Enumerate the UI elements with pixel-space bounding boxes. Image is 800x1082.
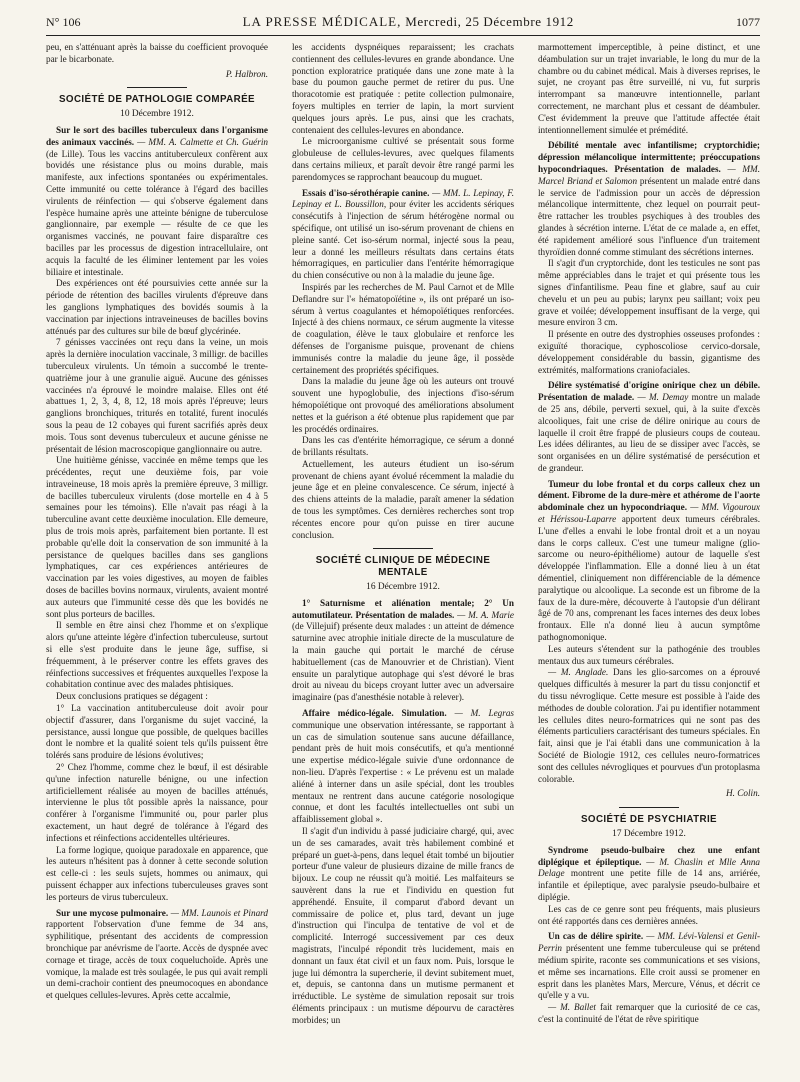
article	[538, 479, 760, 644]
article-authors: — M. Ballet	[548, 1002, 596, 1013]
article-authors: — M. Demay	[637, 392, 689, 403]
paragraph: 2° Chez l'homme, comme chez le bœuf, il est désirable qu'une infection naturelle bénigne, ou une infection artificiellement réalisée au moyen de bacilles atténués, intervienne le plus tôt possible après la naissance, pour conférer à l'organisme l'immunité ou, pour parler plus exactement, un haut degré de tolérance à l'égard des infections et réinfections accidentelles ultérieures.	[46, 762, 268, 843]
article-authors: — M. A. Marie	[457, 609, 514, 620]
section-title: SOCIÉTÉ DE PATHOLOGIE COMPARÉE	[59, 94, 255, 106]
article-authors: — MM. Marcel Briand et Salomon	[538, 163, 760, 186]
article-text: (de Villejuif) présente deux malades : un atteint de démence saturnine avec atrophie initiale directe de la musculature de la main gauche qui portait le marché de céruse habituellement (cas de Manouvrier et de Christian). Vient ensuite un paralytique autophage qui s'est dévoré le bras droit au niveau du biceps croyant lutter avec un adversaire imaginaire (pas d'anesthésie notable à relever).	[292, 621, 514, 703]
article	[292, 708, 514, 826]
article	[292, 188, 514, 282]
paragraph: marmottement imperceptible, à peine distinct, et une déambulation sur un trajet invariable, le long du mur de la chambre ou du cabinet médical. Mais à diverses reprises, le sujet, ne croyant pas être surveillé, ni vu, fut surpris interrompant sa manœuvre intentionnelle, parlant correctement, ne marchant plus et cessant de déambuler. C'est évidemment la preuve que l'attitude affectée était intentionnellement simulée et prémédité.	[538, 42, 760, 135]
article-authors: — M. Chaslin et Mlle Anna Delage	[538, 856, 760, 879]
paragraph: Deux conclusions pratiques se dégagent :	[56, 691, 208, 702]
paragraph: 7 génisses vaccinées ont reçu dans la veine, un mois après la dernière inoculation vaccinale, 3 milligr. de bacilles tuberculeux virulents. Un témoin a succombé le trente-quatrième jour à une granulie aiguë. Aucune des génisses vaccinées n'a éprouvé le moindre malaise. Elles ont été abattues 1, 2, 3, 4, 8, 12, 18 mois après l'épreuve; leurs ganglions bronchiques, triturés en totalité, furent inoculés sous la peau de 12 cobayes qui furent sacrifiés après deux mois. Tous sont devenus tuberculeux et aucune génisse ne présentait de lésion macroscopique ganglionnaire ou autre.	[46, 337, 268, 454]
article-authors: — M. Anglade.	[548, 667, 609, 678]
article-text: rapportent l'observation d'une femme de 34 ans, syphilitique, présentant des accidents de compression bronchique par anévrisme de l'aorte. Accès de dyspnée avec cornage et tirage, accès de toux coqueluchoïde. Après une vomique, la malade est très soulagée, le pus qui avait rempli un demi-crachoir contient des pneumocoques en abondance et quelques cellules-levures. Après cette accalmie,	[46, 919, 268, 1001]
paragraph: Dans les cas d'entérite hémorragique, ce sérum a donné de brillants résultats.	[292, 435, 514, 458]
paragraph: La forme logique, quoique paradoxale en apparence, que les auteurs n'hésitent pas à donner à cette seconde solution est celle-ci : les seuls sujets, hommes ou animaux, qui puissent échapper aux infections tuberculeuses graves sont les porteurs de virus tuberculeux.	[46, 844, 268, 902]
article-title: Un cas de délire spirite.	[548, 931, 644, 942]
article-text: montrent une petite fille de 14 ans, arriérée, infantile et épileptique, avec paralysie pseudo-bulbaire et diplégie.	[538, 868, 760, 902]
section-title: SOCIÉTÉ DE PSYCHIATRIE	[581, 814, 717, 826]
paragraph: Actuellement, les auteurs étudient un iso-sérum provenant de chiens ayant évolué récemment la maladie du jeune âge et en pleine convalescence. Ce sérum, injecté à des chiens atteints de la maladie, paraît amener la sédation de tous les symptômes. Ces dernières recherches sont trop récentes encore pour qu'on puisse en tirer aucune conclusion.	[292, 458, 514, 540]
issue-date: Mercredi, 25 Décembre 1912	[405, 14, 574, 29]
article-title: Sur une mycose pulmonaire.	[56, 907, 169, 918]
article-text: (de Lille). Tous les vaccins antituberculeux confèrent aux bovidés une résistance plus ou moins durable, mais manifeste, aux infections spontanées ou expérimentales. Cette immunité ou cette tolérance à l'égard des bacilles virulents de réinfection — qui s'observe également dans l'espèce humaine après une atteinte bénigne de tuberculose ganglionnaire, par exemple — résulte de ce que les organismes vaccinés, ne pouvant faire disparaître ces bacilles par les processus de digestion intracellulaire, ont acquis la faculté de les éliminer lentement par les voies biliaire et intestinale.	[46, 148, 268, 277]
paragraph: Il s'agit d'un individu à passé judiciaire chargé, qui, avec un de ses camarades, avait très habilement combiné et préparé un guet-à-pens, dans lequel était tombé un bijoutier porteur d'une valeur de plusieurs dizaine de mille francs de bijoux. Le coup ne réussit qu'à moitié. Les malfaiteurs se sauvèrent dans la rue et l'individu en question fut appréhendé. Ensuite, il comparut d'abord devant un commissaire de police et, plus tard, devant un juge d'instruction qui l'inculpa de tentative de vol et de complicité. Interrogé successivement par ces deux magistrats, l'inculpé répondit très lucidement, mais en donnant un faux état civil et un faux nom. Puis, lorsque le juge lui démontra la supercherie, il devint subitement muet, et, depuis, se cantonna dans un mutisme permanent et irréductible. Le système de simulation reposait sur trois éléments principaux : un mutisme dépourvu de caractères morbides; un	[292, 826, 514, 1025]
article-title: Débilité mentale avec infantilisme; cryptorchidie; dépression mélancolique intermittente; préoccupations hypocondriaques. Présentation de malades.	[538, 140, 760, 174]
signature: H. Colin.	[726, 788, 760, 799]
section-date: 17 Décembre 1912.	[612, 829, 686, 839]
column-2	[292, 42, 514, 1082]
article-authors: — MM. L. Lepinay, F. Lepinay et L. Boussillon,	[292, 187, 514, 210]
paragraph: Des expériences ont été poursuivies cette année sur la période de rétention des bacilles virulents d'épreuve dans les ganglions lymphatiques des bovidés soumis à la vaccination par injections intraveineuses de bacilles bovins atténués par des cultures sur bile de bœuf glycérinée.	[46, 278, 268, 336]
article-title: Essais d'iso-sérothérapie canine.	[302, 187, 430, 198]
column-1	[46, 42, 268, 1082]
article-authors: — M. Legras	[454, 708, 514, 719]
article-text: fait remarquer que la curiosité de ce cas, c'est la continuité de l'état de rêve spiritique	[538, 1002, 760, 1024]
divider	[619, 807, 679, 808]
signature: P. Halbron.	[225, 68, 268, 79]
article-authors: — MM. A. Calmette et Ch. Guérin	[137, 136, 268, 147]
article	[538, 1002, 760, 1026]
article	[538, 667, 760, 785]
paragraph: 1° La vaccination antituberculeuse doit avoir pour objectif d'assurer, dans l'organisme du sujet vacciné, la persistance, aussi longue que possible, de quelques bacilles dont le nombre et la qualité soient tels qu'ils puissent être tolérés sans produire de lésions évolutives;	[46, 703, 268, 761]
paragraph: Le microorganisme cultivé se présentait sous forme globuleuse de cellules-levures, avec quelques filaments dans certains milieux, et paraît devoir être rangé parmi les parendomyces se rapprochant beaucoup du muguet.	[292, 136, 514, 182]
paragraph: Il s'agit d'un cryptorchide, dont les testicules ne sont pas même appréciables dans le trajet et qui présente tous les signes d'infantilisme. Peau fine et glabre, sauf au cuir chevelu et un peu au pubis; larynx peu saillant; voix peu grave et voilée; développement insuffisant de la verge, qui mesure environ 3 cm.	[538, 258, 760, 328]
article	[538, 845, 760, 904]
article-title: 1° Saturnisme et aliénation mentale; 2° Un automutilateur. Présentation de malades.	[292, 597, 514, 620]
article-title: Tumeur du lobe frontal et du corps calleux chez un dément. Fibrome de la dure-mère et athérome de l'aorte abdominale chez un hypocondriaque.	[538, 478, 760, 513]
article	[538, 140, 760, 258]
paragraph: peu, en s'atténuant après la baisse du coefficient provoquée par le bicarbonate.	[46, 42, 268, 64]
divider	[127, 87, 187, 88]
paragraph: Il présente en outre des dystrophies osseuses profondes : exiguïté thoracique, cyphoscoliose cervico-dorsale, développement considérable du bassin, gigantisme des extrémités, malformations craniofaciales.	[538, 329, 760, 375]
paragraph: Inspirés par les recherches de M. Paul Carnot et de Mlle Deflandre sur l'« hématopoïétine », ils ont préparé un iso-sérum à vertus coagulantes et hémopoïétiques renforcées. Injecté à des chiens normaux, ce sérum augmente la vitesse de coagulation, élève le taux globulaire et renforce les défenses de l'organisme puisque, provenant de chiens immunisés contre la maladie du jeune âge, il possède certainement des propriétés spécifiques.	[292, 281, 514, 375]
paragraph: Les cas de ce genre sont peu fréquents, mais plusieurs ont été rapportés dans ces dernières années.	[538, 903, 760, 926]
paragraph: Une huitième génisse, vaccinée en même temps que les précédentes, reçut une deuxième fois, par voie intraveineuse, 18 mois après la première épreuve, 3 milligr. de bacilles tuberculeux virulents (dose mortelle en 4 à 5 semaines pour les témoins). Elle n'avait pas réagi à la tuberculine avant cette deuxième inoculation. Elle demeure, plus de trois mois après, parfaitement bien portante. Il est probable qu'elle doit la conservation de son immunité à la persistance de quelques bacilles dans ses ganglions lymphatiques, car ces expériences antérieures de vaccination par les voies digestives, au moyen de faibles doses de bacilles bovins normaux, virulents, avaient montré aux auteurs que l'immunité cesse dès que les bovidés ne sont plus porteurs de bacilles.	[46, 455, 268, 619]
article-authors: — MM. Lévi-Valensi et Genil-Perrin	[538, 931, 760, 954]
article	[292, 598, 514, 704]
article-title: Délire systématisé d'origine onirique chez un débile. Présentation de malade.	[538, 380, 760, 403]
article	[46, 908, 268, 1002]
paragraph: Il semble en être ainsi chez l'homme et on s'explique alors qu'une atteinte légère d'infection tuberculeuse, surtout si elle s'est produite dans le jeune âge, suffise, si fréquemment, à le préserver contre les effets graves des réinfections successives et fréquentes auxquelles l'expose la cohabitation continue avec des malades phtisiques.	[46, 620, 268, 690]
article-authors: — MM. Launois et Pinard	[170, 907, 268, 918]
article-text: présentent un malade entré dans le service de l'admission pour un accès de dépression mélancolique intermittente, chez lequel on pourrait peut-être rattacher les troubles psychiques à des troubles des glandes à sécrétion interne. L'état de ce malade a, en effet, été rapidement amélioré sous l'influence d'un traitement thyroïdien donné comme stimulant des sécrétions internes.	[538, 175, 760, 257]
article-text: pour éviter les accidents sériques consécutifs à l'injection de sérum hétérogène normal ou spécifique, ont utilisé un iso-sérum provenant de chiens en pleine santé. Cet iso-sérum normal, injecté sous la peau, leur a donné les meilleurs résultats dans certains états hémorragiques, en particulier dans l'entérite hémorragique du chien consécutive ou non à la maladie du jeune âge.	[292, 199, 514, 281]
article-columns	[46, 42, 760, 1082]
paragraph: Dans la maladie du jeune âge où les auteurs ont trouvé souvent une hypoglobulie, des injections d'iso-sérum hémopoïétique ont provoqué des améliorations absolument nettes et la guérison a été obtenue plus rapidement que par les procédés ordinaires.	[292, 376, 514, 434]
divider	[373, 548, 433, 549]
article	[538, 931, 760, 1002]
article-authors: — MM. Vigouroux et Hérissou-Laparre	[538, 502, 760, 525]
article-text: montre un malade de 25 ans, débile, perverti sexuel, qui, à la suite d'excès alcooliques, fait une crise de délire onirique au cours de laquelle il croit être frappé de plusieurs coups de couteau. Les idées délirantes, au lieu de se dissiper avec l'accès, se sont organisées en un délire systématisé de persécution et de grandeur.	[538, 392, 760, 473]
paragraph: les accidents dyspnéiques reparaissent; les crachats contiennent des cellules-levures en grande abondance. Une ponction exploratrice pratiquée dans une zone mate à la base du poumon gauche permet de retirer du pus. Une thoracotomie est pratiquée : petite collection pulmonaire, foyers multiples en terrier de lapin, la mort survient quelques jours après. Le pus, ainsi que les crachats, contenaient des cellules-levures en abondance.	[292, 42, 514, 135]
article	[538, 380, 760, 474]
column-3	[538, 42, 760, 1082]
article-title: Sur le sort des bacilles tuberculeux dans l'organisme des animaux vaccinés.	[46, 124, 268, 147]
article	[46, 125, 268, 278]
article-text: communique une observation intéressante, se rapportant à un cas de simulation soutenue sans aucune défaillance, pendant près de huit mois consécutifs, et qu'a mentionné une expertise médico-légale suivie d'une ordonnance de non-lieu. D'après l'expertise : « Le prévenu est un malade aliéné à interner dans un asile spécial, dont les troubles mentaux ne rentrent dans aucune catégorie nosologique connue, et dont les facultés intellectuelles ont subi un affaiblissement global ».	[292, 719, 514, 825]
section-title: SOCIÉTÉ CLINIQUE DE MÉDECINE MENTALE	[315, 555, 491, 579]
page-header	[46, 14, 760, 36]
page-number: 1077	[736, 15, 760, 29]
article-text: apportent deux tumeurs cérébrales. L'une d'elles a envahi le lobe frontal droit et a un noyau dans le corps calleux. C'est une tumeur maligne (glio-sarcome ou neuro-épithéliome) autour de laquelle s'est développée l'inflammation. Elle a donné lieu à un état démentiel, cliniquement non différenciable de la démence paralytique ou alcoolique. La seconde est un fibrome de la faux de la dure-mère, découverte à l'autopsie d'un délirant âgé de 70 ans, comprenant les faces internes des deux lobes frontaux. Elle n'a donné lieu à aucun symptôme pathognomonique.	[538, 514, 760, 643]
paragraph: Les auteurs s'étendent sur la pathogénie des troubles mentaux dus aux tumeurs cérébrales.	[538, 643, 760, 666]
article-text: Dans les glio-sarcomes on a éprouvé quelques difficultés à mesurer la part du tissu conjonctif et du tissu névroglique. Cette mesure est possible à l'aide des méthodes de double coloration. J'ai pu identifier notamment les cellules dites neuro-formatrices qui ne sont pas des éléments particuliers caractérisant des tumeurs spéciales. En fait, ainsi que je l'ai établi dans une communication à la Société de Biologie 1912, ces cellules neuro-formatrices sont des cellules névrogliques et pourvues d'un protoplasma colorable.	[538, 667, 760, 784]
section-date: 10 Décembre 1912.	[120, 109, 194, 120]
journal-title-line	[243, 14, 574, 30]
journal-name: LA PRESSE MÉDICALE,	[242, 14, 402, 29]
article-text: présentent une femme tuberculeuse qui se prétend médium spirite, raconte ses communications et ses visions, et même ses incarnations. Elle croit aussi se promener en esprit dans les planètes Mars, Mercure, Vénus, et décrit ce qu'elle y a vu.	[538, 943, 760, 1001]
article-title: Syndrome pseudo-bulbaire chez une enfant diplégique et épileptique.	[538, 844, 760, 867]
section-date: 16 Décembre 1912.	[366, 582, 440, 593]
issue-number: N° 106	[46, 15, 81, 29]
article-title: Affaire médico-légale. Simulation.	[302, 708, 447, 719]
